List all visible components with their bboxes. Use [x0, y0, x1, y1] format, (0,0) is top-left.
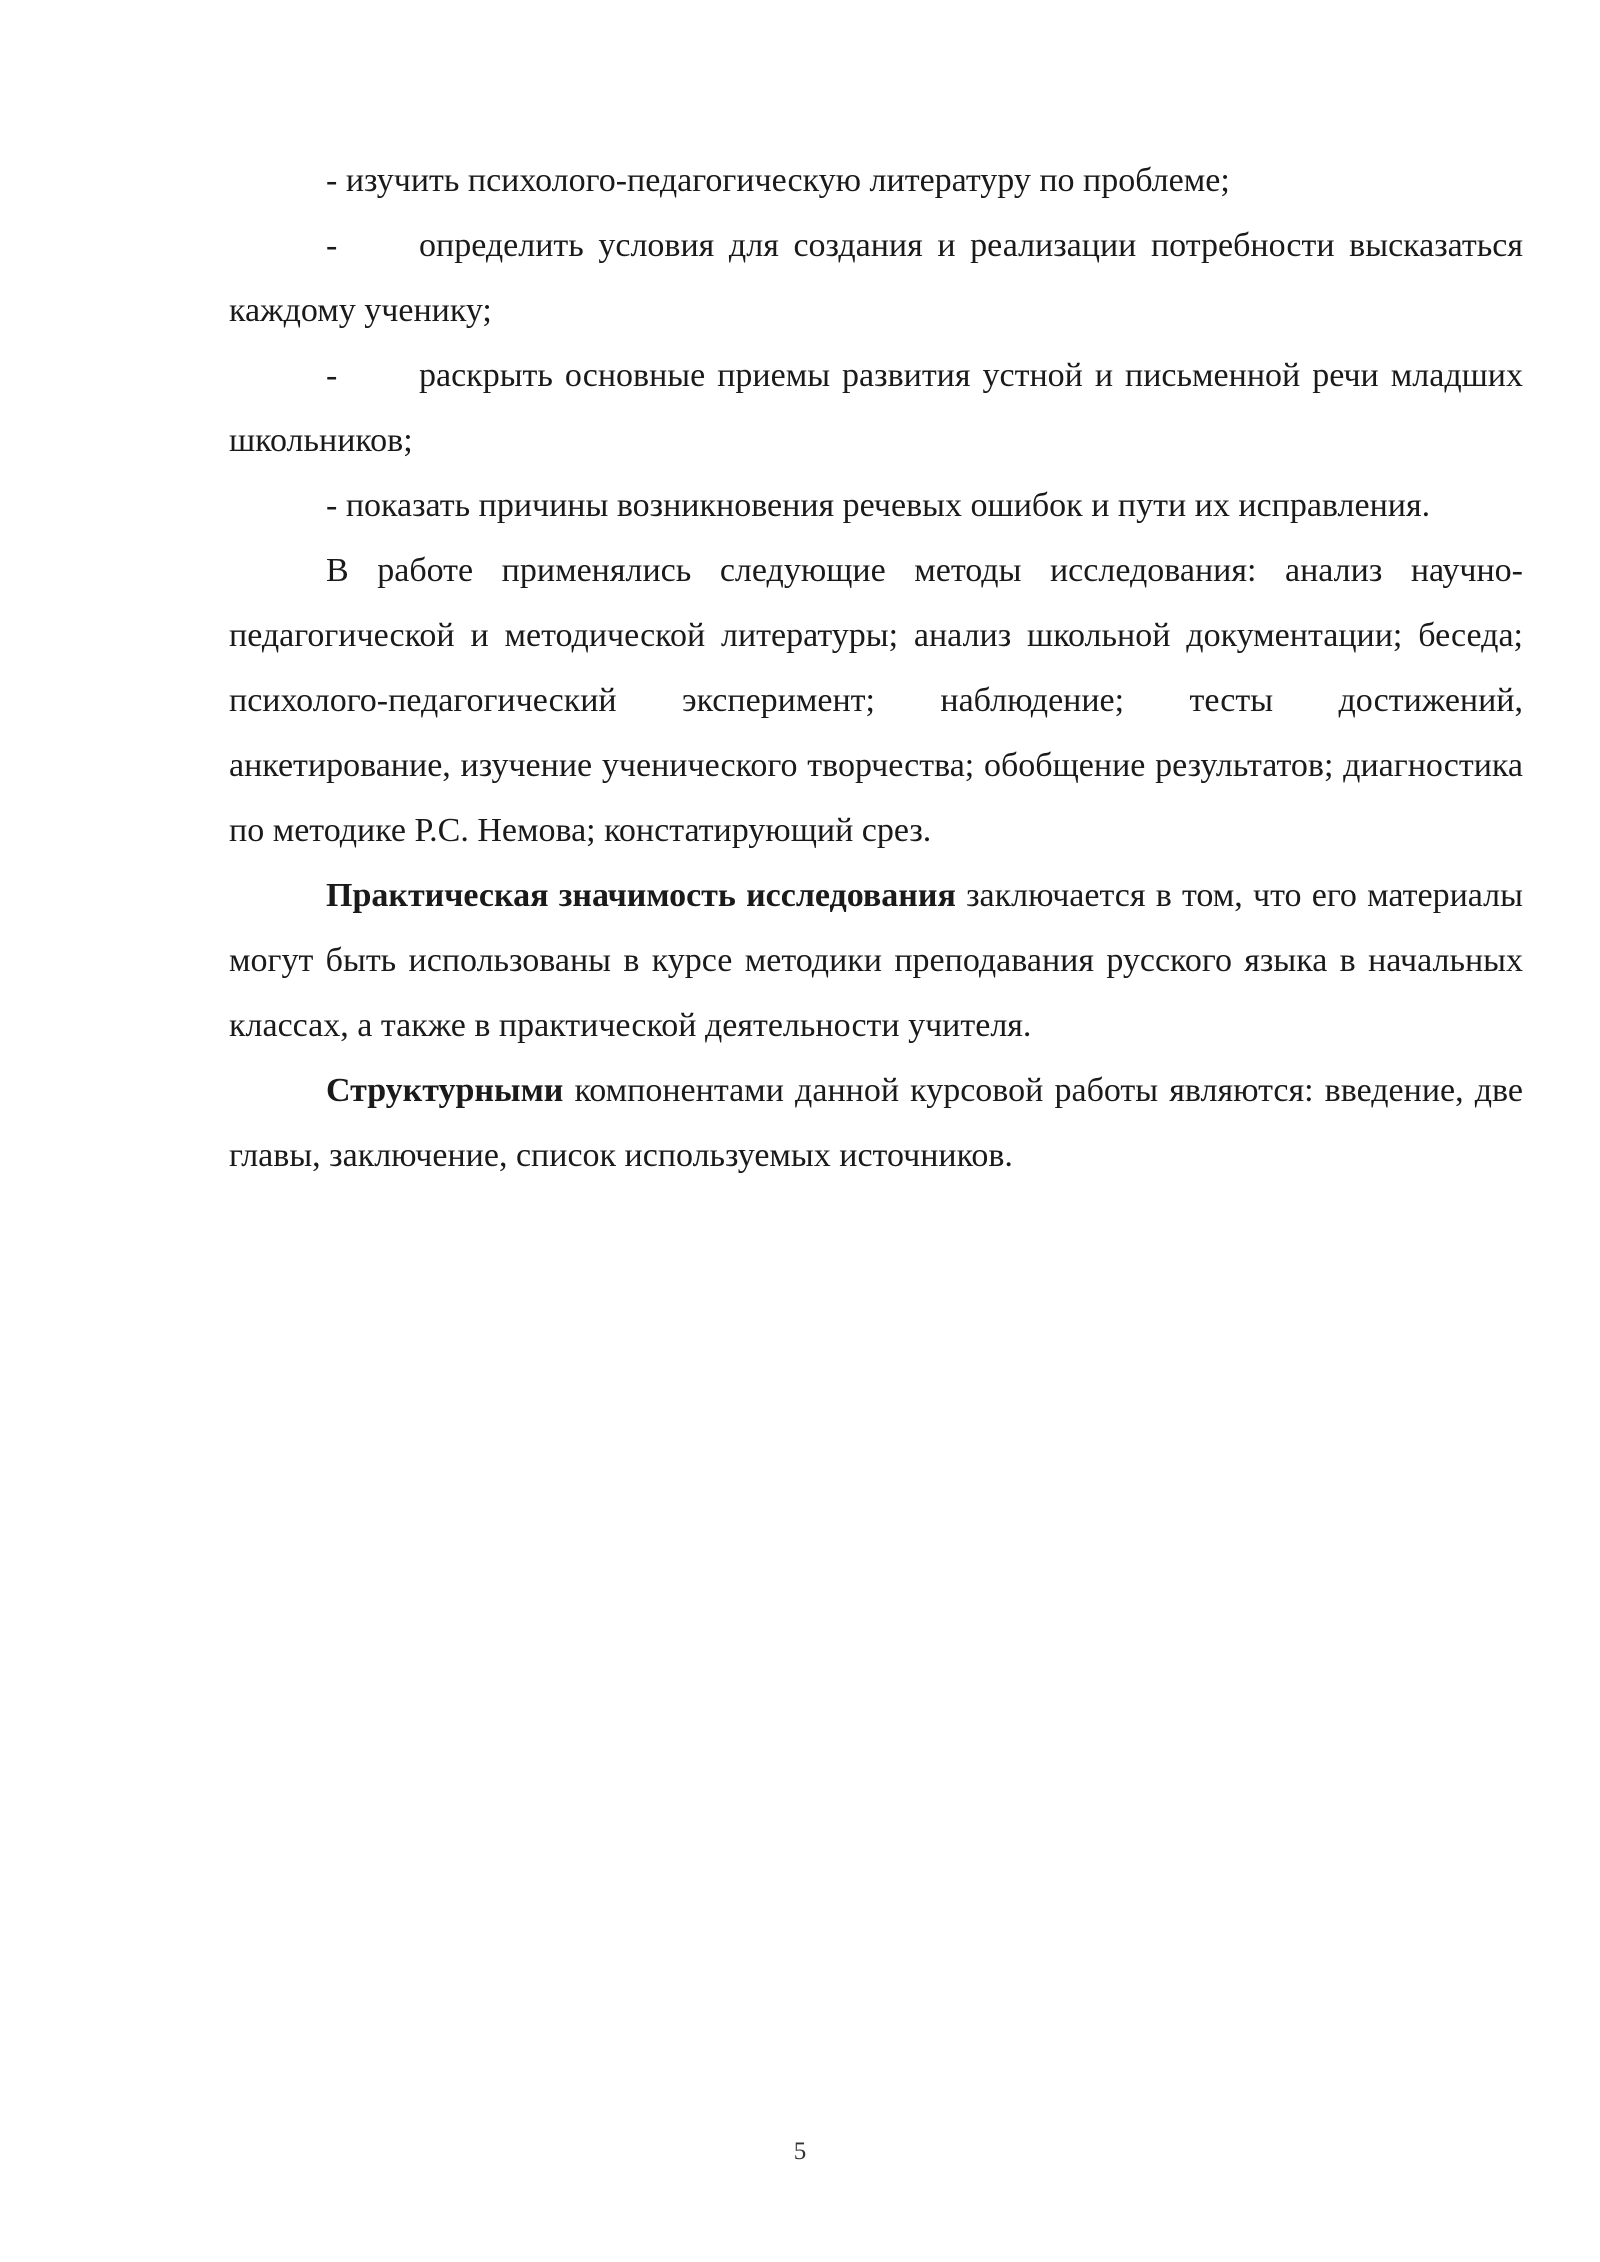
methods-paragraph: В работе применялись следующие методы исследования: анализ научно-педагогической и методической литературы; анализ школьной документации; беседа; психолого-педагогический эксперимент; наблюдение; тесты достижений, анкетирование, изучение ученического творчества; обобщение результатов; диагностика по методике Р.С. Немова; констатирующий срез. — [229, 552, 1523, 849]
practical-significance-paragraph — [229, 863, 1523, 1058]
task-text: изучить психолого-педагогическую литературу по проблеме; — [345, 162, 1230, 199]
structure-paragraph — [229, 1058, 1523, 1188]
task-text: определить условия для создания и реализации потребности высказаться каждому ученику; — [229, 227, 1523, 329]
task-dash: - — [326, 357, 338, 394]
task-item — [229, 213, 1523, 343]
structure-text: компонентами данной курсовой работы являются: введение, две главы, заключение, список используемых источников. — [229, 1072, 1523, 1174]
practical-significance-text: заключается в том, что его материалы могут быть использованы в курсе методики преподавания русского языка в начальных классах, а также в практической деятельности учителя. — [229, 877, 1523, 1044]
practical-significance-heading: Практическая значимость исследования — [326, 877, 956, 914]
task-text: раскрыть основные приемы развития устной и письменной речи младших школьников; — [229, 357, 1523, 459]
structure-heading: Структурными — [326, 1072, 564, 1109]
task-text: показать причины возникновения речевых ошибок и пути их исправления. — [345, 487, 1431, 524]
page-number: 5 — [793, 2138, 807, 2165]
task-item — [229, 473, 1523, 538]
document-body — [229, 148, 1523, 1188]
task-dash: - — [326, 227, 338, 264]
task-item — [229, 148, 1523, 213]
task-item — [229, 343, 1523, 473]
task-dash: - — [326, 162, 338, 199]
task-dash: - — [326, 487, 338, 524]
